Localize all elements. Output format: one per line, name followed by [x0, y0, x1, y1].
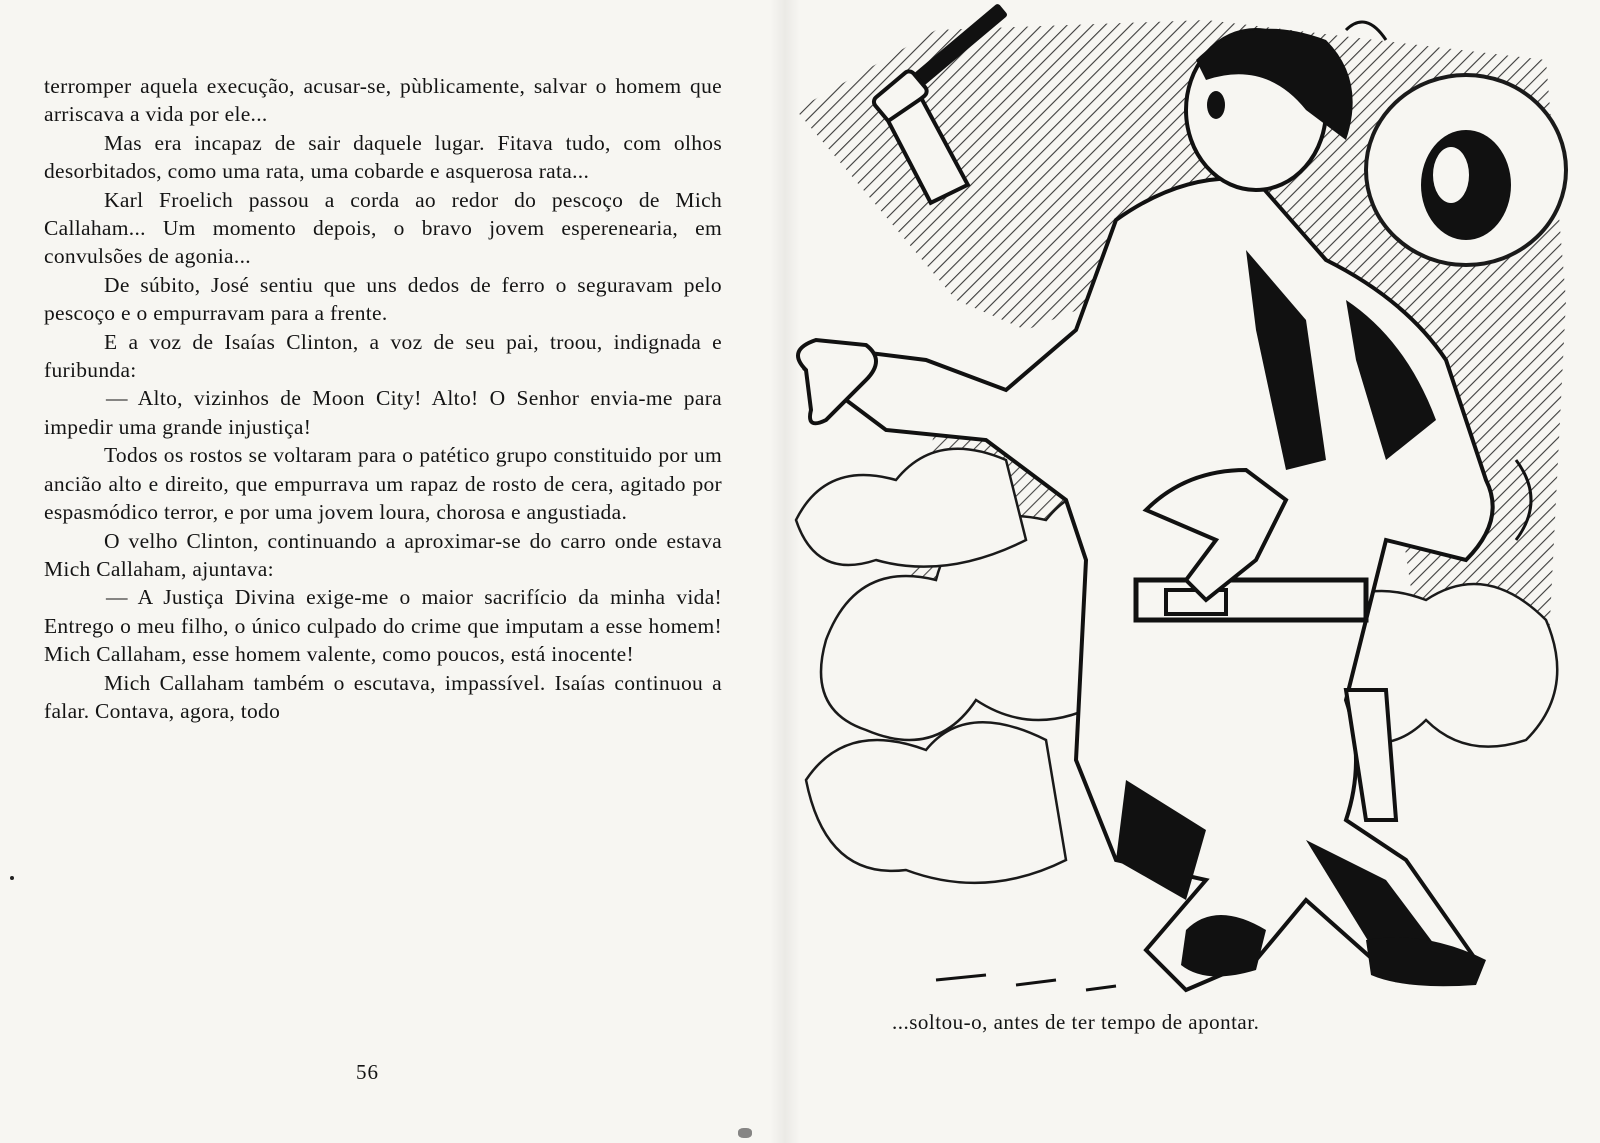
paragraph-3: Karl Froelich passou a corda ao redor do pescoço de Mich Callaham... Um momento depois, o bravo jovem esperenearia, em convulsões de agonia...	[44, 187, 722, 269]
paragraph-2: Mas era incapaz de sair daquele lugar. Fitava tudo, com olhos desorbitados, como uma rata, uma cobarde e asquerosa rata...	[44, 130, 722, 184]
illustration-caption: ...soltou-o, antes de ter tempo de apontar.	[892, 1010, 1260, 1034]
illustration	[786, 0, 1576, 1010]
paragraph-8: O velho Clinton, continuando a aproximar-se do carro onde estava Mich Callaham, ajuntava:	[44, 528, 722, 581]
page-number: 56	[356, 1060, 379, 1084]
left-page	[44, 72, 722, 725]
body-text	[44, 72, 722, 725]
paragraph-5: E a voz de Isaías Clinton, a voz de seu pai, troou, indignada e furibunda:	[44, 329, 722, 383]
paragraph-6: — Alto, vizinhos de Moon City! Alto! O Senhor envia-me para impedir uma grande injustiça!	[44, 386, 722, 439]
paragraph-10: Mich Callaham também o escutava, impassível. Isaías continuou a falar. Contava, agora, todo	[44, 670, 722, 723]
paragraph-7: Todos os rostos se voltaram para o patético grupo constituido por um ancião alto e direito, que empurrava um rapaz de rosto de cera, agitado por espasmódico terror, e por uma jovem loura, chorosa e angustiada.	[44, 443, 722, 525]
print-dot	[10, 876, 14, 880]
paragraph-9: — A Justiça Divina exige-me o maior sacrifício da minha vida! Entrego o meu filho, o único culpado do crime que imputam a esse homem! Mich Callaham, esse homem valente, como poucos, está inocente!	[44, 585, 722, 667]
cowboy-shot-falling-icon	[786, 0, 1576, 1010]
print-speck	[738, 1128, 752, 1138]
paragraph-4: De súbito, José sentiu que uns dedos de ferro o seguravam pelo pescoço e o empurravam para a frente.	[44, 272, 722, 326]
paragraph-1: terromper aquela execução, acusar-se, pùblicamente, salvar o homem que arriscava a vida por ele...	[44, 74, 722, 127]
